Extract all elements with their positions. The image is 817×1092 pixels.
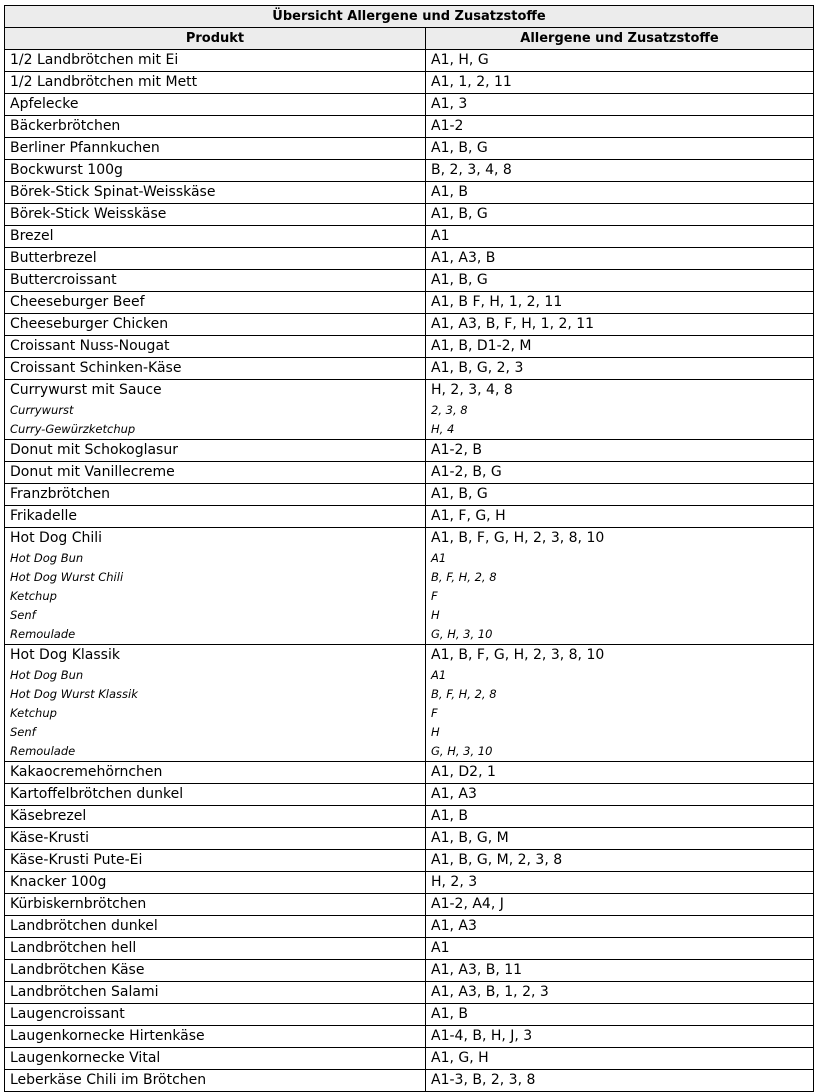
product-cell bbox=[5, 938, 426, 960]
table-row bbox=[5, 1004, 814, 1026]
allergens-cell bbox=[426, 762, 814, 784]
allergens-cell bbox=[426, 784, 814, 806]
allergens-cell bbox=[426, 872, 814, 894]
allergen-codes: A1-2, B, G bbox=[431, 464, 502, 480]
table-row bbox=[5, 116, 814, 138]
product-name: Buttercroissant bbox=[10, 272, 117, 288]
product-name: Brezel bbox=[10, 228, 54, 244]
table-row bbox=[5, 982, 814, 1004]
allergen-codes: A1, B, G bbox=[431, 206, 488, 222]
component-name: Remoulade bbox=[10, 627, 76, 641]
product-cell bbox=[5, 762, 426, 784]
allergen-table bbox=[4, 5, 814, 1092]
component-codes: A1 bbox=[431, 551, 447, 565]
allergen-codes: A1, B, G bbox=[431, 140, 488, 156]
table-row bbox=[5, 894, 814, 916]
product-cell bbox=[5, 894, 426, 916]
allergen-codes: A1 bbox=[431, 940, 450, 956]
component-name: Remoulade bbox=[10, 744, 76, 758]
product-cell bbox=[5, 850, 426, 872]
component-codes: F bbox=[431, 589, 438, 603]
allergen-codes: A1, A3, B, 1, 2, 3 bbox=[431, 984, 549, 1000]
product-cell bbox=[5, 270, 426, 292]
product-cell bbox=[5, 528, 426, 645]
product-name: Croissant Nuss-Nougat bbox=[10, 338, 170, 354]
allergens-cell bbox=[426, 314, 814, 336]
allergen-codes: A1, B bbox=[431, 184, 468, 200]
table-row bbox=[5, 645, 814, 762]
product-cell bbox=[5, 160, 426, 182]
component-name: Curry-Gewürzketchup bbox=[10, 422, 136, 436]
product-cell bbox=[5, 380, 426, 440]
table-row bbox=[5, 270, 814, 292]
product-name: Bäckerbrötchen bbox=[10, 118, 121, 134]
allergens-cell bbox=[426, 850, 814, 872]
component-name: Senf bbox=[10, 608, 36, 622]
table-row bbox=[5, 182, 814, 204]
allergens-cell bbox=[426, 462, 814, 484]
allergens-cell bbox=[426, 645, 814, 762]
product-cell bbox=[5, 506, 426, 528]
allergens-cell bbox=[426, 226, 814, 248]
component-codes: 2, 3, 8 bbox=[431, 403, 468, 417]
allergens-cell bbox=[426, 1070, 814, 1092]
allergen-codes: A1-2, B bbox=[431, 442, 482, 458]
column-header-product: Produkt bbox=[5, 28, 426, 50]
allergens-cell bbox=[426, 50, 814, 72]
product-name: Börek-Stick Weisskäse bbox=[10, 206, 167, 222]
product-name: Frikadelle bbox=[10, 508, 78, 524]
allergens-cell bbox=[426, 160, 814, 182]
product-name: Berliner Pfannkuchen bbox=[10, 140, 160, 156]
product-cell bbox=[5, 336, 426, 358]
allergens-cell bbox=[426, 380, 814, 440]
allergen-codes: A1 bbox=[431, 228, 450, 244]
component-name: Ketchup bbox=[10, 589, 57, 603]
product-cell bbox=[5, 1004, 426, 1026]
product-cell bbox=[5, 645, 426, 762]
table-row bbox=[5, 528, 814, 645]
product-name: Käse-Krusti Pute-Ei bbox=[10, 852, 143, 868]
product-cell bbox=[5, 116, 426, 138]
allergens-cell bbox=[426, 828, 814, 850]
table-row bbox=[5, 314, 814, 336]
allergens-cell bbox=[426, 484, 814, 506]
allergens-cell bbox=[426, 982, 814, 1004]
component-codes: A1 bbox=[431, 668, 447, 682]
table-body bbox=[5, 50, 814, 1092]
table-row bbox=[5, 762, 814, 784]
allergens-cell bbox=[426, 336, 814, 358]
component-codes: G, H, 3, 10 bbox=[431, 744, 493, 758]
allergen-codes: A1, B, G bbox=[431, 272, 488, 288]
table-row bbox=[5, 462, 814, 484]
table-row bbox=[5, 226, 814, 248]
component-name: Hot Dog Wurst Chili bbox=[10, 570, 124, 584]
allergen-codes: A1, B bbox=[431, 1006, 468, 1022]
component-name: Hot Dog Bun bbox=[10, 668, 84, 682]
allergen-codes: A1, B, F, G, H, 2, 3, 8, 10 bbox=[431, 647, 605, 663]
component-codes: B, F, H, 2, 8 bbox=[431, 570, 497, 584]
allergen-codes: A1-2, A4, J bbox=[431, 896, 504, 912]
product-cell bbox=[5, 828, 426, 850]
allergens-cell bbox=[426, 916, 814, 938]
allergens-cell bbox=[426, 182, 814, 204]
allergen-codes: A1-2 bbox=[431, 118, 464, 134]
product-cell bbox=[5, 182, 426, 204]
component-codes: B, F, H, 2, 8 bbox=[431, 687, 497, 701]
allergen-codes: B, 2, 3, 4, 8 bbox=[431, 162, 512, 178]
product-cell bbox=[5, 916, 426, 938]
product-name: Landbrötchen hell bbox=[10, 940, 137, 956]
product-cell bbox=[5, 50, 426, 72]
product-cell bbox=[5, 440, 426, 462]
product-name: Donut mit Vanillecreme bbox=[10, 464, 175, 480]
allergen-codes: A1, F, G, H bbox=[431, 508, 506, 524]
product-cell bbox=[5, 872, 426, 894]
product-name: Käse-Krusti bbox=[10, 830, 89, 846]
product-cell bbox=[5, 1070, 426, 1092]
product-name: Kürbiskernbrötchen bbox=[10, 896, 147, 912]
product-name: Laugenkornecke Vital bbox=[10, 1050, 161, 1066]
table-row bbox=[5, 380, 814, 440]
table-row bbox=[5, 440, 814, 462]
product-cell bbox=[5, 784, 426, 806]
product-cell bbox=[5, 138, 426, 160]
product-cell bbox=[5, 204, 426, 226]
allergen-codes: A1, B bbox=[431, 808, 468, 824]
component-codes: H, 4 bbox=[431, 422, 455, 436]
product-name: 1/2 Landbrötchen mit Ei bbox=[10, 52, 179, 68]
table-row bbox=[5, 138, 814, 160]
product-name: Laugencroissant bbox=[10, 1006, 125, 1022]
product-cell bbox=[5, 1048, 426, 1070]
component-name: Senf bbox=[10, 725, 36, 739]
table-row bbox=[5, 204, 814, 226]
allergen-codes: A1, A3 bbox=[431, 918, 477, 934]
table-row bbox=[5, 1070, 814, 1092]
product-name: Cheeseburger Beef bbox=[10, 294, 145, 310]
table-row bbox=[5, 248, 814, 270]
product-cell bbox=[5, 982, 426, 1004]
table-row bbox=[5, 850, 814, 872]
component-name: Currywurst bbox=[10, 403, 74, 417]
product-cell bbox=[5, 292, 426, 314]
table-row bbox=[5, 484, 814, 506]
product-name: Currywurst mit Sauce bbox=[10, 382, 162, 398]
allergens-cell bbox=[426, 292, 814, 314]
allergens-cell bbox=[426, 506, 814, 528]
allergens-cell bbox=[426, 116, 814, 138]
product-name: Hot Dog Klassik bbox=[10, 647, 120, 663]
component-codes: G, H, 3, 10 bbox=[431, 627, 493, 641]
table-row bbox=[5, 916, 814, 938]
allergens-cell bbox=[426, 440, 814, 462]
table-row bbox=[5, 806, 814, 828]
table-row bbox=[5, 1026, 814, 1048]
allergens-cell bbox=[426, 248, 814, 270]
allergens-cell bbox=[426, 1004, 814, 1026]
allergens-cell bbox=[426, 204, 814, 226]
product-cell bbox=[5, 484, 426, 506]
product-name: Croissant Schinken-Käse bbox=[10, 360, 182, 376]
allergens-cell bbox=[426, 94, 814, 116]
product-name: Bockwurst 100g bbox=[10, 162, 123, 178]
table-row bbox=[5, 872, 814, 894]
allergen-codes: A1, 3 bbox=[431, 96, 468, 112]
allergen-codes: A1, B, G, M bbox=[431, 830, 509, 846]
table-row bbox=[5, 160, 814, 182]
product-cell bbox=[5, 358, 426, 380]
allergen-codes: A1, B, F, G, H, 2, 3, 8, 10 bbox=[431, 530, 605, 546]
product-cell bbox=[5, 94, 426, 116]
allergen-codes: A1-3, B, 2, 3, 8 bbox=[431, 1072, 536, 1088]
table-row bbox=[5, 358, 814, 380]
allergen-codes: A1, A3, B, 11 bbox=[431, 962, 523, 978]
allergens-cell bbox=[426, 358, 814, 380]
product-name: Laugenkornecke Hirtenkäse bbox=[10, 1028, 205, 1044]
table-row bbox=[5, 1048, 814, 1070]
allergen-codes: A1, A3 bbox=[431, 786, 477, 802]
table-row bbox=[5, 938, 814, 960]
allergen-codes: A1-4, B, H, J, 3 bbox=[431, 1028, 533, 1044]
product-cell bbox=[5, 314, 426, 336]
component-codes: H bbox=[431, 725, 440, 739]
allergens-cell bbox=[426, 528, 814, 645]
product-cell bbox=[5, 1026, 426, 1048]
allergen-codes: A1, A3, B, F, H, 1, 2, 11 bbox=[431, 316, 595, 332]
table-title: Übersicht Allergene und Zusatzstoffe bbox=[5, 6, 814, 28]
product-name: Donut mit Schokoglasur bbox=[10, 442, 178, 458]
allergen-codes: H, 2, 3 bbox=[431, 874, 478, 890]
product-name: Kakaocremehörnchen bbox=[10, 764, 163, 780]
allergen-codes: A1, B, D1-2, M bbox=[431, 338, 532, 354]
product-cell bbox=[5, 806, 426, 828]
allergens-cell bbox=[426, 270, 814, 292]
table-row bbox=[5, 72, 814, 94]
allergen-codes: A1, G, H bbox=[431, 1050, 489, 1066]
product-name: Franzbrötchen bbox=[10, 486, 111, 502]
product-name: Apfelecke bbox=[10, 96, 79, 112]
allergens-cell bbox=[426, 938, 814, 960]
allergen-codes: A1, H, G bbox=[431, 52, 489, 68]
table-row bbox=[5, 50, 814, 72]
product-cell bbox=[5, 960, 426, 982]
allergens-cell bbox=[426, 960, 814, 982]
allergen-codes: A1, A3, B bbox=[431, 250, 496, 266]
product-name: 1/2 Landbrötchen mit Mett bbox=[10, 74, 198, 90]
table-row bbox=[5, 506, 814, 528]
component-codes: H bbox=[431, 608, 440, 622]
allergen-table-container bbox=[4, 5, 814, 1092]
product-name: Cheeseburger Chicken bbox=[10, 316, 169, 332]
product-cell bbox=[5, 72, 426, 94]
product-name: Landbrötchen Salami bbox=[10, 984, 159, 1000]
table-row bbox=[5, 828, 814, 850]
product-name: Hot Dog Chili bbox=[10, 530, 103, 546]
table-row bbox=[5, 94, 814, 116]
component-name: Ketchup bbox=[10, 706, 57, 720]
product-name: Butterbrezel bbox=[10, 250, 97, 266]
table-row bbox=[5, 292, 814, 314]
component-name: Hot Dog Bun bbox=[10, 551, 84, 565]
product-name: Landbrötchen dunkel bbox=[10, 918, 158, 934]
product-cell bbox=[5, 248, 426, 270]
product-cell bbox=[5, 462, 426, 484]
table-row bbox=[5, 784, 814, 806]
allergens-cell bbox=[426, 1048, 814, 1070]
allergens-cell bbox=[426, 72, 814, 94]
component-name: Hot Dog Wurst Klassik bbox=[10, 687, 138, 701]
allergen-codes: A1, 1, 2, 11 bbox=[431, 74, 512, 90]
allergen-codes: A1, B, G bbox=[431, 486, 488, 502]
allergen-codes: A1, B, G, 2, 3 bbox=[431, 360, 524, 376]
product-name: Leberkäse Chili im Brötchen bbox=[10, 1072, 207, 1088]
column-header-allergens: Allergene und Zusatzstoffe bbox=[426, 28, 814, 50]
table-row bbox=[5, 960, 814, 982]
allergens-cell bbox=[426, 806, 814, 828]
product-name: Knacker 100g bbox=[10, 874, 107, 890]
allergens-cell bbox=[426, 138, 814, 160]
allergens-cell bbox=[426, 894, 814, 916]
allergens-cell bbox=[426, 1026, 814, 1048]
allergen-codes: A1, B F, H, 1, 2, 11 bbox=[431, 294, 563, 310]
product-name: Käsebrezel bbox=[10, 808, 87, 824]
allergen-codes: A1, B, G, M, 2, 3, 8 bbox=[431, 852, 563, 868]
product-cell bbox=[5, 226, 426, 248]
product-name: Kartoffelbrötchen dunkel bbox=[10, 786, 184, 802]
product-name: Börek-Stick Spinat-Weisskäse bbox=[10, 184, 216, 200]
component-codes: F bbox=[431, 706, 438, 720]
allergen-codes: A1, D2, 1 bbox=[431, 764, 496, 780]
product-name: Landbrötchen Käse bbox=[10, 962, 145, 978]
allergen-codes: H, 2, 3, 4, 8 bbox=[431, 382, 513, 398]
table-row bbox=[5, 336, 814, 358]
